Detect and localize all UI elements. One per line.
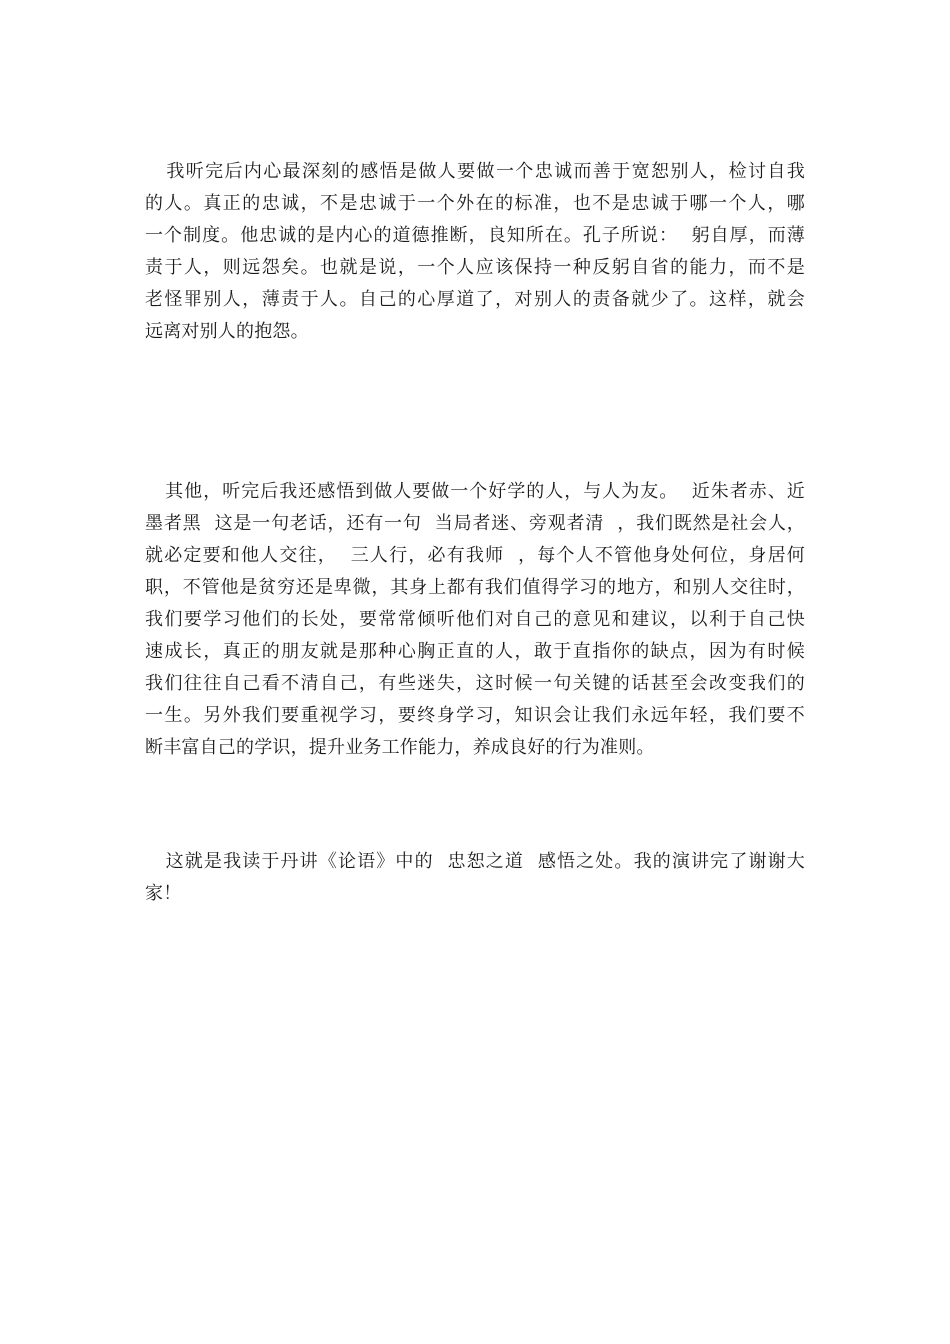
- text-line: 断丰富自己的学识，提升业务工作能力，养成良好的行为准则。: [145, 737, 655, 758]
- paragraph-loyalty-forgiveness: [145, 156, 805, 348]
- text-line: 一个制度。他忠诚的是内心的道德推断，良知所在。孔子所说： 躬自厚，而薄: [145, 225, 805, 246]
- text-line: 就必定要和他人交往， 三人行，必有我师 ，每个人不管他身处何位，身居何: [145, 545, 805, 566]
- text-line: 的人。真正的忠诚，不是忠诚于一个外在的标准，也不是忠诚于哪一个人，哪: [145, 193, 805, 214]
- paragraph-closing: [145, 846, 805, 910]
- text-line: 一生。另外我们要重视学习，要终身学习，知识会让我们永远年轻，我们要不: [145, 705, 805, 726]
- text-line: 我们往往自己看不清自己，有些迷失，这时候一句关键的话甚至会改变我们的: [145, 673, 805, 694]
- text-line: 其他，听完后我还感悟到做人要做一个好学的人，与人为友。 近朱者赤、近: [145, 481, 805, 502]
- text-line: 老怪罪别人，薄责于人。自己的心厚道了，对别人的责备就少了。这样，就会: [145, 289, 805, 310]
- text-line: 我听完后内心最深刻的感悟是做人要做一个忠诚而善于宽恕别人，检讨自我: [145, 161, 805, 182]
- text-line: 职，不管他是贫穷还是卑微，其身上都有我们值得学习的地方，和别人交往时，: [145, 577, 805, 598]
- text-line: 我们要学习他们的长处，要常常倾听他们对自己的意见和建议，以利于自己快: [145, 609, 805, 630]
- text-line: 家！: [145, 883, 182, 904]
- text-line: 速成长，真正的朋友就是那种心胸正直的人，敢于直指你的缺点，因为有时候: [145, 641, 805, 662]
- text-line: 责于人，则远怨矣。也就是说，一个人应该保持一种反躬自省的能力，而不是: [145, 257, 805, 278]
- paragraph-learning-friendship: [145, 476, 805, 764]
- text-line: 远离对别人的抱怨。: [145, 321, 309, 342]
- text-line: 这就是我读于丹讲《论语》中的 忠恕之道 感悟之处。我的演讲完了谢谢大: [145, 851, 805, 872]
- text-line: 墨者黑 这是一句老话，还有一句 当局者迷、旁观者清 ，我们既然是社会人，: [145, 513, 805, 534]
